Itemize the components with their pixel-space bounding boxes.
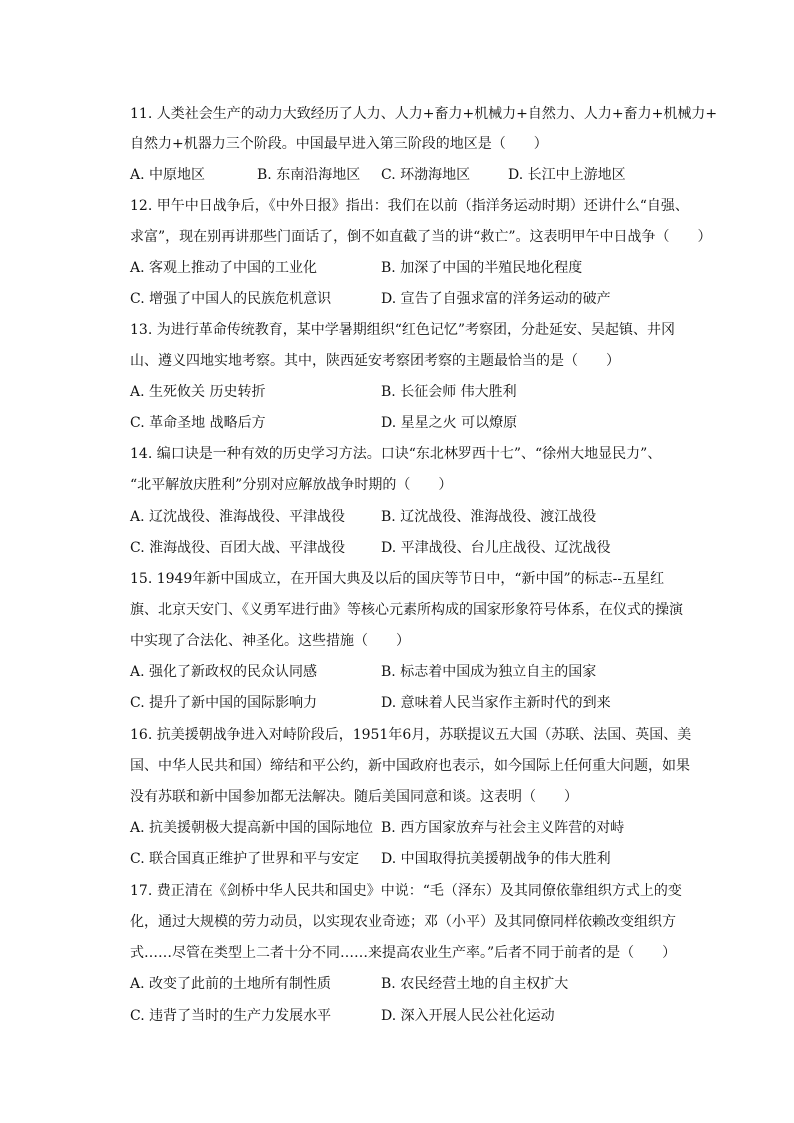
question-13-line-1: 13. 为进行革命传统教育，某中学暑期组织“红色记忆”考察团，分赴延安、吴起镇、井冈 xyxy=(130,322,676,338)
question-14-option-c: C. 淮海战役、百团大战、平津战役 xyxy=(130,540,346,556)
question-14-option-a: A. 辽沈战役、淮海战役、平津战役 xyxy=(130,509,346,525)
question-17-line-3: 式……尽管在类型上二者十分不同……来提高农业生产率。”后者不同于前者的是（ ） xyxy=(130,945,677,961)
question-16-line-3: 没有苏联和新中国参加都无法解决。随后美国同意和谈。这表明（ ） xyxy=(130,789,578,805)
question-15-option-d: D. 意味着人民当家作主新时代的到来 xyxy=(381,695,611,711)
question-12-line-1: 12. 甲午中日战争后，《中外日报》指出：我们在以前（指洋务运动时期）还讲什么“自强、 xyxy=(130,198,689,214)
question-15-line-2: 旗、北京天安门、《义勇军进行曲》等核心元素所构成的国家形象符号体系，在仪式的操演 xyxy=(130,602,683,618)
question-15-option-c: C. 提升了新中国的国际影响力 xyxy=(130,695,318,711)
question-12-option-b: B. 加深了中国的半殖民地化程度 xyxy=(381,260,583,276)
question-13-line-2: 山、遵义四地实地考察。其中，陕西延安考察团考察的主题最恰当的是（ ） xyxy=(130,353,620,369)
question-11-line-1: 11. 人类社会生产的动力大致经历了人力、人力+畜力+机械力+自然力、人力+畜力+机械力+ xyxy=(130,106,718,122)
question-13-option-c: C. 革命圣地 战略后方 xyxy=(130,415,266,431)
question-16-option-c: C. 联合国真正维护了世界和平与安定 xyxy=(130,851,360,867)
question-17-line-2: 化，通过大规模的劳力动员，以实现农业奇迹；邓（小平）及其同僚同样依赖改变组织方 xyxy=(130,914,676,930)
question-11-option-b: B. 东南沿海地区 xyxy=(257,167,361,183)
question-17-line-1: 17. 费正清在《剑桥中华人民共和国史》中说：“毛（泽东）及其同僚依靠组织方式上的变 xyxy=(130,883,682,899)
question-14-line-2: “北平解放庆胜利”分别对应解放战争时期的（ ） xyxy=(130,477,453,493)
question-16-option-a: A. 抗美援朝极大提高新中国的国际地位 xyxy=(130,820,374,836)
question-14-line-1: 14. 编口诀是一种有效的历史学习方法。口诀“东北林罗西十七”、“徐州大地显民力”、 xyxy=(130,446,662,462)
question-13-option-a: A. 生死攸关 历史转折 xyxy=(130,384,266,400)
question-14-option-b: B. 辽沈战役、淮海战役、渡江战役 xyxy=(381,509,597,525)
question-11-option-c: C. 环渤海地区 xyxy=(381,167,471,183)
question-16-option-b: B. 西方国家放弃与社会主义阵营的对峙 xyxy=(381,820,625,836)
question-12-line-2: 求富”，现在别再讲那些门面话了，倒不如直截了当的讲“救亡”。这表明甲午中日战争（ ） xyxy=(130,229,712,245)
question-16-line-1: 16. 抗美援朝战争进入对峙阶段后，1951年6月，苏联提议五大国（苏联、法国、英国、美 xyxy=(130,727,692,743)
question-13-option-b: B. 长征会师 伟大胜利 xyxy=(381,384,517,400)
question-13-option-d: D. 星星之火 可以燎原 xyxy=(381,415,518,431)
question-12-option-c: C. 增强了中国人的民族危机意识 xyxy=(130,291,332,307)
question-11-line-2: 自然力+机器力三个阶段。中国最早进入第三阶段的地区是（ ） xyxy=(130,136,548,152)
question-12-option-a: A. 客观上推动了中国的工业化 xyxy=(130,260,318,276)
question-11-option-a: A. 中原地区 xyxy=(130,167,206,183)
question-15-line-3: 中实现了合法化、神圣化。这些措施（ ） xyxy=(130,633,410,649)
question-14-option-d: D. 平津战役、台儿庄战役、辽沈战役 xyxy=(381,540,611,556)
question-16-option-d: D. 中国取得抗美援朝战争的伟大胜利 xyxy=(381,851,611,867)
question-17-option-a: A. 改变了此前的土地所有制性质 xyxy=(130,976,332,992)
question-17-option-b: B. 农民经营土地的自主权扩大 xyxy=(381,976,569,992)
question-15-option-b: B. 标志着中国成为独立自主的国家 xyxy=(381,664,597,680)
question-17-option-d: D. 深入开展人民公社化运动 xyxy=(381,1008,555,1024)
question-17-option-c: C. 违背了当时的生产力发展水平 xyxy=(130,1008,332,1024)
question-11-option-d: D. 长江中上游地区 xyxy=(508,167,626,183)
question-15-option-a: A. 强化了新政权的民众认同感 xyxy=(130,664,318,680)
question-12-option-d: D. 宣告了自强求富的洋务运动的破产 xyxy=(381,291,611,307)
question-16-line-2: 国、中华人民共和国）缔结和平公约，新中国政府也表示，如今国际上任何重大问题，如果 xyxy=(130,758,690,774)
question-15-line-1: 15. 1949年新中国成立，在开国大典及以后的国庆等节日中，“新中国”的标志--五星红 xyxy=(130,571,665,587)
